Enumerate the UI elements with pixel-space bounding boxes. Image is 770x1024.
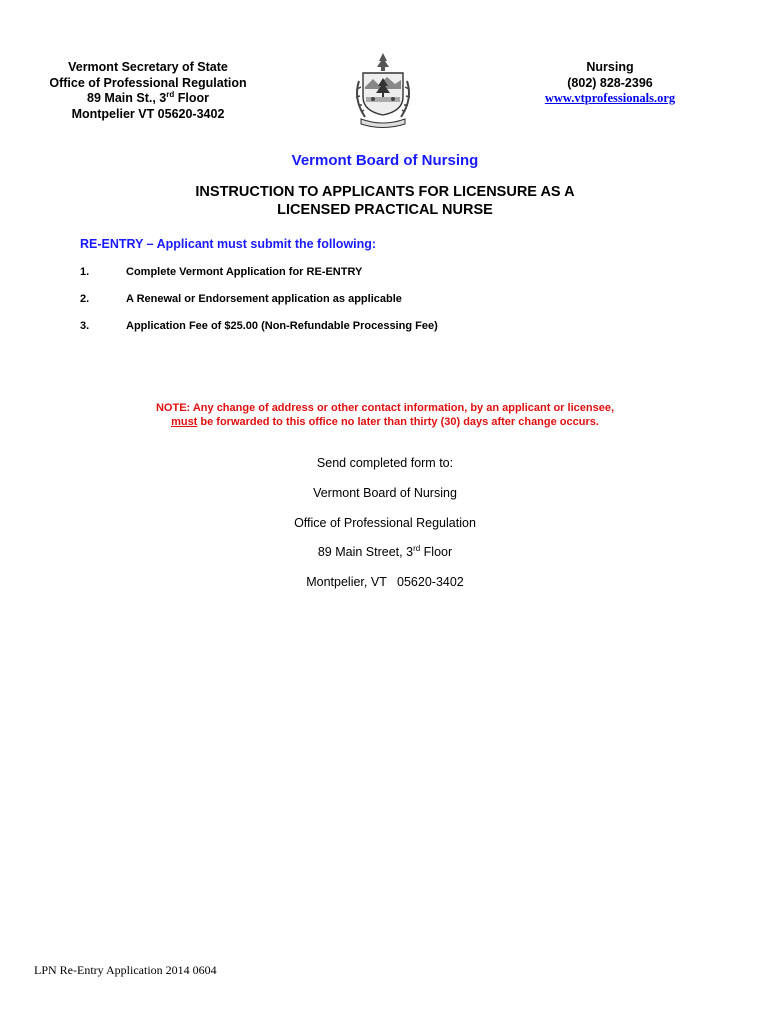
phone-number: (802) 828-2396 [567, 75, 653, 90]
ordinal-suffix: rd [166, 89, 175, 99]
send-floor: Floor [420, 545, 453, 559]
office-address-block [0, 60, 296, 122]
office-floor: Floor [174, 91, 209, 105]
send-instruction: Send completed form to: [316, 456, 454, 470]
note-line-2 [0, 415, 770, 429]
list-item-number: 3. [80, 320, 90, 332]
note-must: must [171, 416, 198, 428]
form-footer-id: LPN Re-Entry Application 2014 0604 [34, 963, 217, 977]
office-line-3 [0, 91, 296, 107]
list-item-text: Complete Vermont Application for RE-ENTRY [126, 266, 363, 278]
office-line-4: Montpelier VT 05620-3402 [71, 106, 225, 121]
note-line-2-rest: be forwarded to this office no later than thirty (30) days after change occurs. [197, 416, 599, 428]
list-item-text: A Renewal or Endorsement application as applicable [126, 293, 402, 305]
website-link[interactable]: www.vtprofessionals.org [544, 91, 676, 105]
list-item-number: 1. [80, 266, 90, 278]
send-street-number: 89 Main Street, 3 [317, 545, 414, 559]
send-office-name: Office of Professional Regulation [294, 516, 476, 530]
office-line-1: Vermont Secretary of State [68, 60, 228, 74]
title-line-2: LICENSED PRACTICAL NURSE [277, 202, 493, 218]
division-label: Nursing [586, 60, 634, 74]
office-line-2: Office of Professional Regulation [49, 75, 247, 90]
send-street [0, 545, 770, 559]
ordinal-suffix: rd [413, 543, 421, 553]
office-street: 89 Main St., 3 [87, 91, 167, 105]
contact-block [540, 60, 680, 107]
send-city: Montpelier, VT 05620-3402 [306, 575, 464, 589]
change-of-address-note [0, 401, 770, 429]
send-board-name: Vermont Board of Nursing [313, 486, 457, 500]
list-item-text: Application Fee of $25.00 (Non-Refundable Processing Fee) [126, 320, 438, 332]
note-line-1: NOTE: Any change of address or other contact information, by an applicant or licensee, [155, 402, 614, 414]
vermont-state-seal-icon [351, 51, 415, 131]
reentry-heading: RE-ENTRY – Applicant must submit the following: [80, 237, 377, 251]
board-name: Vermont Board of Nursing [291, 152, 479, 169]
document-title [0, 183, 770, 219]
list-item-number: 2. [80, 293, 90, 305]
title-line-1: INSTRUCTION TO APPLICANTS FOR LICENSURE AS A [195, 184, 575, 200]
